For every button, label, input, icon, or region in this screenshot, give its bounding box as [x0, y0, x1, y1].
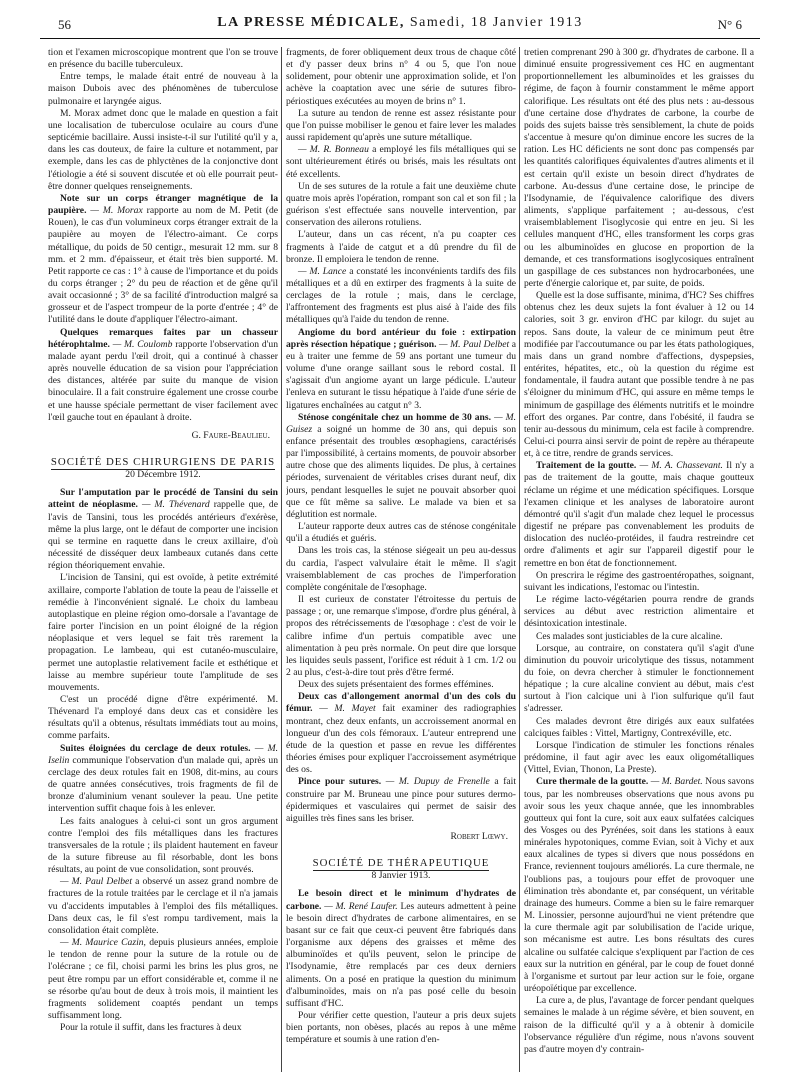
paragraph: La cure a, de plus, l'avantage de forcer pendant quelques semaines le malade à un régime sévère, et bien souvent, en raison de la difficulté qu'il y a à obtenir à domicile l'observance régulière d'un régime, nous n'avons souvent pas d'autre moyen d'y contrain- — [524, 995, 754, 1055]
article-author: — M. Thévenard — [141, 499, 210, 511]
article-text: Les auteurs admettent à peine le besoin direct d'hydrates de carbone alimentaires, en se basant sur ce fait que ceux-ci peuvent être fabriqués dans l'organisme aux dépens des graisses et même des albuminoïdes et qu'ils peuvent, selon le principe de l'Isodynamie, être remplacés par ces deux derniers aliments. On a posé en pratique la question du minimum d'albuminoïdes, mais on n'a pas posé celle du besoin suffisant d'HC. — [286, 900, 516, 1009]
article-text: a fait construire par M. Bruneau une pince pour sutures dermo-épidermiques et vasculaires qui permet de saisir des aiguilles très fines sans les briser. — [286, 776, 516, 824]
article — [286, 327, 516, 412]
section-title: SOCIÉTÉ DES CHIRURGIENS DE PARIS — [50, 456, 276, 468]
paragraph: L'incision de Tansini, qui est ovoïde, à petite extrémité axillaire, comporte l'ablation de toute la peau de l'aisselle et remédie à l'inconvénient signalé. Le choix du lambeau autoplastique en pleine région omo-dorsale a l'avantage de faire porter l'incision en un point éloigné de la région néoplasique et vers lequel se fait très rarement la propagation. Le lambeau, qui est cutanéo-musculaire, permet une autoplastie relativement facile et esthétique et laisse au membre supérieur toute l'amplitude de ses mouvements. — [48, 572, 278, 693]
article-heading: Cure thermale de la goutte. — [536, 776, 649, 788]
header-rule — [40, 38, 760, 39]
section-title: SOCIÉTÉ DE THÉRAPEUTIQUE — [312, 857, 490, 870]
article-heading: Suites éloignées du cerclage de deux rotules. — [60, 742, 251, 754]
paragraph: Deux des sujets présentaient des formes effémines. — [298, 679, 494, 691]
article-author: — M. A. Chassevant. — [639, 460, 723, 472]
article — [286, 888, 516, 1010]
article-text: Il n'y a pas de traitement de la goutte, mais chaque goutteux réclame un régime et une médication spécifiques. Lorsque l'examen clinique et les analyses de laboratoire auront démontré qu'il s'agit d'un malade chez lequel le processus digestif ne prépare pas convenablement les produits de dislocation des nucléo-protéides, il faudra restreindre cet ordre d'aliments et agir sur l'appareil digestif pour le remettre en bon état de fonctionnement. — [524, 460, 754, 569]
article-text: rapporte au nom de M. Petit (de Rouen), le cas d'un volumineux corps étranger extrait de la paupière au moyen de l'électro-aimant. Ce corps métallique, du poids de 50 centigr., mesurait 12 mm. sur 8 mm. et 2 mm. d'épaisseur, et était très bien supporté. M. Petit rapporte ce cas : 1° à cause de l'importance et du poids du corps étranger ; 2° du peu de réaction et de gêne qu'il avait occasionné ; 3° de sa facilité d'introduction malgré sa grosseur et de l'aspect trompeur de la porte d'entrée ; 4° de l'utilité dans le doute d'appliquer l'électro-aimant. — [48, 205, 278, 326]
article-text: communique l'observation d'un malade qui, après un cerclage des deux rotules fait en 1908, dit-mins, au cours de quatre années consécutives, trois fragments de fil de bronze d'aluminium venant soulever la peau. Une petite intervention suffit chaque fois à les enlever. — [48, 754, 278, 815]
paragraph: Entre temps, le malade était entré de nouveau à la maison Dubois avec des phénomènes de tuberculose pulmonaire et laryngée aigus. — [48, 71, 278, 107]
article — [286, 776, 516, 825]
article-heading: Pince pour sutures. — [298, 776, 382, 788]
speaker: — M. Maurice Cazin, — [60, 937, 146, 949]
paragraph: C'est un procédé digne d'être expérimenté. M. Thévenard l'a employé dans deux cas et considère les résultats qu'il a obtenus, résultats immédiats tout au moins, comme parfaits. — [48, 693, 278, 742]
article — [524, 460, 754, 569]
article-heading: Sténose congénitale chez un homme de 30 ans. — [298, 411, 492, 423]
paragraph: On prescrira le régime des gastroentéropathes, soignant, suivant les indications, l'estomac ou l'intestin. — [524, 569, 754, 593]
article-heading: Deux cas d'allongement anormal d'un des cols du fémur. — [286, 691, 516, 715]
article-author: — M. Paul Delbet — [439, 338, 510, 350]
column-divider-2 — [519, 47, 520, 1072]
article-author: — M. Morax — [90, 205, 143, 217]
article-author: — M. Guisez — [286, 411, 516, 435]
paragraph: L'auteur rapporte deux autres cas de sténose congénitale qu'il a étudiés et guéris. — [286, 521, 516, 545]
column-2 — [286, 47, 516, 1075]
article-text: rappelle que, de l'avis de Tansini, tous les procédés antérieurs d'exérèse, même la plus large, ont le défaut de comporter une incision qui se termine en raquette dans le creux axillaire, d'où nécessité de disséquer deux lambeaux cutanés dans cette région théoriquement envahie. — [48, 499, 278, 572]
paragraph: — M. Maurice Cazin, depuis plusieurs années, emploie le tendon de renne pour la suture de la rotule ou de l'olécrane ; ce fil, choisi parmi les brins les plus gros, ne peut être rompu par un effort considérable et, comme il ne se résorbe qu'au bout de deux à trois mois, il maintient les fragments solidement coaptés pendant un temps suffisamment long. — [48, 937, 278, 1022]
paragraph: — M. Paul Delbet a observé un assez grand nombre de fractures de la rotule traitées par le cerclage et il n'a jamais vu d'accidents imputables à l'emploi des fils métalliques. Dans deux cas, le fil s'est rompu tardivement, mais la consolidation était complète. — [48, 876, 278, 936]
article-author: — M. Bardet. — [650, 776, 703, 788]
article-heading: Le besoin direct et le minimum d'hydrates de carbone. — [286, 888, 516, 912]
paragraph: M. Morax admet donc que le malade en question a fait une localisation de tuberculose oculaire au cours d'une septicémie bacillaire. Aussi insiste-t-il sur l'utilité qu'il y a, dans les cas douteux, de faire la culture et notamment, par exemple, dans les cas de phlyctènes de la conjonctive dont l'étiologie a été si souvent discutée et où elle pourrait peut-être donner quelques renseignements. — [48, 107, 278, 192]
paragraph: — M. R. Bonneau a employé les fils métalliques qui se sont ultérieurement étirés ou brisés, mais les résultats ont été excellents. — [286, 144, 516, 180]
article-author: — M. Mayet — [319, 703, 376, 715]
article-text: a soigné un homme de 30 ans, qui depuis son enfance présentait des troubles œsophagiens, caractérisés par l'impossibilité, à certains moments, de pouvoir absorber autre chose que des aliments liquides. De plus, à certaines périodes, survenaient de véritables crises durant neuf, dix jours, pendant lesquelles le sujet ne pouvait absorber quoi que ce fût même sa salive. Le malade va bien et sa déglutition est normale. — [286, 423, 516, 520]
paragraph: Dans les trois cas, la sténose siégeait un peu au-dessus du cardia, l'aspect valvulaire était le même. Il s'agit vraisemblablement de cas proches de l'imperforation complète congénitale de l'œsophage. — [286, 545, 516, 593]
article-heading: Traitement de la goutte. — [536, 460, 637, 472]
paragraph: L'auteur, dans un cas récent, n'a pu coapter ces fragments à l'aide de catgut et a dû prendre du fil de bronze. Il emploiera le tendon de renne. — [286, 229, 516, 265]
paragraph: Ces malades sont justiciables de la cure alcaline. — [536, 630, 723, 642]
paragraph: fragments, de forer obliquement deux trous de chaque côté et d'y passer deux brins n° 4 ou 5, que l'on noue solidement, pour obtenir une approximation solide, et l'on achève la coaptation avec une série de sutures fibro-périostiques exécutées au moyen de brins n° 1. — [286, 47, 516, 107]
issue-date: Samedi, 18 Janvier 1913 — [409, 15, 583, 30]
article — [48, 327, 278, 424]
page-header — [40, 15, 760, 37]
speaker: — M. Paul Delbet — [60, 876, 132, 888]
issue-number: N° 6 — [717, 17, 742, 32]
article — [286, 691, 516, 776]
paragraph: Un de ses sutures de la rotule a fait une deuxième chute quatre mois après l'opération, rompant son cal et son fil ; la guérison s'est effectuée sans nouvelle intervention, par conservation des ailerons rotuliens. — [286, 180, 516, 229]
column-divider-1 — [281, 47, 282, 1072]
paragraph: Pour vérifier cette question, l'auteur a pris deux sujets bien portants, non obèses, placés au repos à une même température et soumis à une ration d'en- — [286, 1010, 516, 1046]
paragraph: Le régime lacto-végétarien pourra rendre de grands services au début avec restriction alimentaire et désintoxication intestinale. — [524, 594, 754, 630]
article — [48, 743, 278, 816]
article-text: a eu à traiter une femme de 59 ans portant une tumeur du volume d'une orange saillant sous le rebord costal. Il s'agissait d'un angiome ayant un large pédicule. L'auteur l'enleva en suturant le tissu hépatique à l'aide d'une série de ligatures enchaînées au catgut n° 3. — [286, 338, 516, 411]
signature: Robert Lœwy. — [450, 831, 508, 842]
article-heading: Angiome du bord antérieur du foie : extirpation après résection hépatique ; guérison. — [286, 326, 516, 350]
column-3 — [524, 47, 754, 1075]
article-author: — M. Dupuy de Frenelle — [385, 776, 490, 788]
paragraph: La suture au tendon de renne est assez résistante pour que l'on puisse mobiliser le genou et faire lever les malades aussi rapidement qu'après une suture métallique. — [286, 107, 516, 144]
running-title — [40, 15, 760, 31]
article-author: — M. René Laufer. — [324, 900, 398, 912]
article — [48, 487, 278, 572]
article-heading: Note sur un corps étranger magnétique de la paupière. — [48, 192, 278, 217]
speaker: — M. R. Bonneau — [298, 144, 369, 156]
paragraph: tion et l'examen microscopique montrent que l'on se trouve en présence du bacille tuberculeux. — [48, 47, 278, 71]
article-author: — M. Coulomb — [112, 338, 173, 350]
article-text: fait examiner des radiographies montrant, chez deux enfants, un accroissement anormal en longueur d'un des cols fémoraux. L'auteur entreprend une étude de la question et passe en revue les différentes théories émises pour expliquer l'accroissement asymétrique des os. — [286, 703, 516, 776]
paragraph: Il est curieux de constater l'étroitesse du pertuis de passage ; or, une remarque s'impose, d'ordre plus général, à propos des rétrécissements de l'œsophage : c'est de voir le calibre infime d'un pertuis compatible avec une alimentation à peu près normale. On peut dire que lorsque les liquides seuls passent, l'orifice est réduit à 1 cm. 1/2 ou 2 au plus, c'est-à-dire tout près d'être fermé. — [286, 594, 516, 678]
paragraph: Pour la rotule il suffit, dans les fractures à deux — [60, 1022, 242, 1034]
article-text: Nous savons tous, par les nombreuses observations que nous avons pu avoir sous les yeux chaque année, que les innombrables goutteux qui font la cure, soit aux eaux sulfatées calciques des Vosges ou des Pyrénées, soit dans les stations à eaux minérales hypotoniques, comme Evian, soit à Vichy et aux eaux alcalines de types si divers que nous possédons en France, reviennent toujours améliorés. La cure thermale, ne l'oublions pas, a toujours pour effet de provoquer une élimination très abondante et, par conséquent, un véritable drainage des humeurs. Comme a bien su le faire remarquer M. Linossier, personne aujourd'hui ne vient prétendre que la cure thermale agit par solubilisation de l'acide urique, son mécanisme est autre. Les bons résultats des cures alcaline ou sulfatée calcique s'expliquent par l'action de ces eaux sur la nutrition en général, par le coup de fouet donné à l'organisme et surtout par leur action sur le foie, organe uréopoïétique par excellence. — [524, 776, 754, 995]
article-heading: Sur l'amputation par le procédé de Tansini du sein atteint de néoplasme. — [48, 487, 278, 511]
article-heading: Quelques remarques faites par un chasseur hétérophtalme. — [48, 326, 278, 350]
paragraph: tretien comprenant 290 à 300 gr. d'hydrates de carbone. Il a diminué ensuite progressivement ces HC en augmentant proportionnellement les albuminoïdes et les graisses du régime, de façon à fournir constamment le même apport calorifique. Les résultats ont été des plus nets : au-dessous d'une certaine dose d'hydrates de carbone, la courbe de poids des sujets baisse très sensiblement, la chute de poids s'accentue à mesure qu'on diminue encore les sucres de la ration. Les HC déficients ne sont donc pas compensés par les quantités calorifiques équivalentes d'autres aliments et il est certain qu'il existe un besoin direct d'hydrates de carbone. Au-dessus d'une certaine dose, le principe de l'Isodynamie, de l'équivalence calorifique des divers aliments, s'applique parfaitement ; au-dessous, c'est vraisemblablement l'isoglycosie qui entre en jeu. Si les cellules manquent d'HC, elles transforment les corps gras ou les albuminoïdes en glucose en proportion de la demande, et ces transformations isoglycosiques entraînent un gaspillage de ces substances non hydrocarbonées, une perte d'énergie calorique et, par suite, de poids. — [524, 47, 754, 289]
article — [524, 776, 754, 995]
signature: G. Faure-Beaulieu. — [191, 429, 270, 441]
paragraph: — M. Lance a constaté les inconvénients tardifs des fils métalliques et a dû en extirper des fragments à la suite de cerclages de la rotule ; mais, dans le cerclage, l'affrontement des fragments est plus aisé à l'aide des fils métalliques qu'à l'aide du tendon de renne. — [286, 265, 516, 326]
page-number: 56 — [58, 17, 71, 32]
section-date: 20 Décembre 1912. — [125, 469, 201, 481]
article — [48, 193, 278, 327]
speaker: — M. Lance — [298, 265, 347, 277]
paragraph: Quelle est la dose suffisante, minima, d'HC? Ses chiffres obtenus chez les deux sujets la font évaluer à 12 ou 14 calories, soit 3 gr. environ d'HC par kilogr. du sujet au repos. Sans doute, la valeur de ce minimum peut être modifiée par l'accoutumance ou par les états pathologiques, mais dans un grand nombre d'affections, dyspepsies, entérites, hépatites, etc., où la question du régime est fondamentale, il faudra autant que possible tendre à ne pas s'éloigner du minimum d'HC, qui assure en même temps le minimum de gaspillage des éléments nutritifs et le moindre effort des organes. Par contre, dans l'obésité, il faudra se tenir au-dessous du minimum, cela est facile à comprendre. Celui-ci pourra ainsi servir de point de repère au thérapeute et, à ce titre, rendre de grands services. — [524, 290, 754, 460]
paragraph: Lorsque l'indication de stimuler les fonctions rénales prédomine, il faut agir avec les eaux oligométalliques (Vittel, Evian, Thonon, La Preste). — [524, 739, 754, 776]
paragraph: Lorsque, au contraire, on constatera qu'il s'agit d'une diminution du pouvoir uricolytique des tissus, notamment du foie, on devra chercher à stimuler le fonctionnement hépatique ; la cure alcaline convient au début, mais c'est surtout à l'ion calcique uni à l'ion sulfurique qu'il faut s'adresser. — [524, 642, 754, 715]
journal-title: LA PRESSE MÉDICALE, — [217, 15, 405, 30]
article — [286, 412, 516, 521]
paragraph: Les faits analogues à celui-ci sont un gros argument contre l'emploi des fils métalliques dans les fractures transversales de la rotule ; ils plaident hautement en faveur de la suture fibreuse au fil résorbable, dont les bons résultats, au point de vue consolidation, sont prouvés. — [48, 815, 278, 876]
column-1 — [48, 47, 278, 1075]
paragraph: Ces malades devront être dirigés aux eaux sulfatées calciques faibles : Vittel, Martigny, Contrexéville, etc. — [524, 715, 754, 739]
article-author: — M. Iselin — [48, 742, 278, 766]
section-date: 8 Janvier 1913. — [371, 870, 431, 882]
article-text: rapporte l'observation d'un malade ayant perdu l'œil droit, qui a continué à chasser après nouvelle éducation de sa vision pour l'appréciation des distances, altérée par suite du manque de vision binoculaire. Il a fait construire également une crosse courbe et une hausse spéciale permettant de viser facilement avec l'œil gauche tout en épaulant à droite. — [48, 338, 278, 423]
